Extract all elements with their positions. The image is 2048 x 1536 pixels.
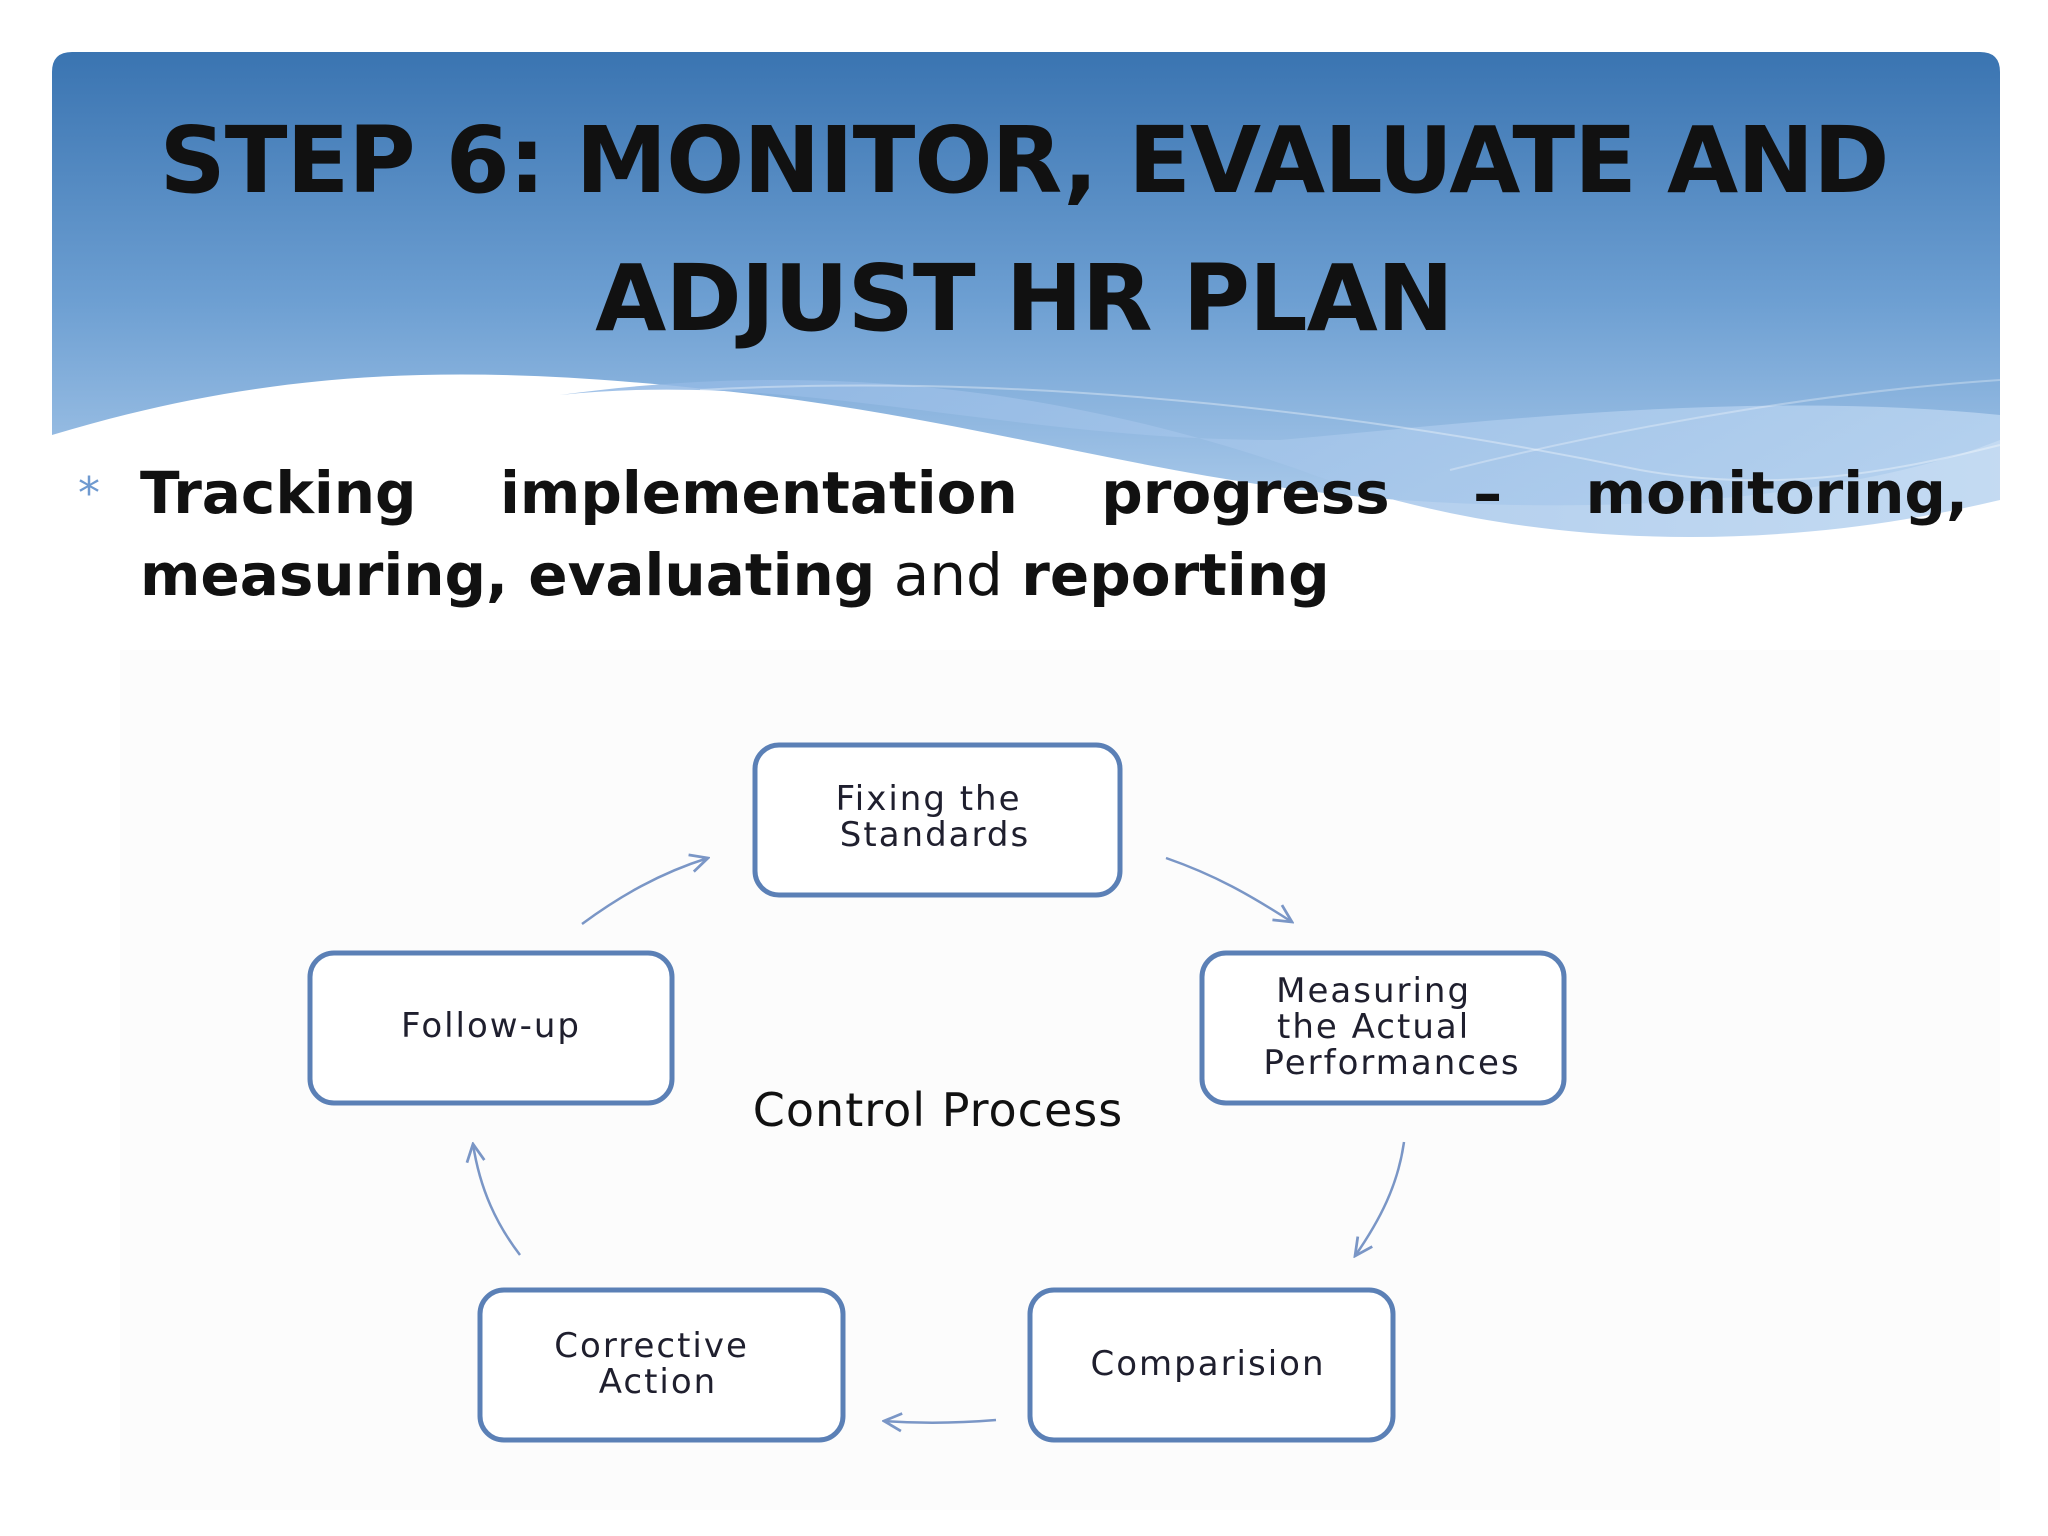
arrow-measuring-to-comparision (1355, 1142, 1404, 1256)
arrow-corrective-to-follow-up (473, 1144, 520, 1255)
box-fixing-line-1: Fixing the (835, 779, 1022, 819)
svg-text:Comparision (1090, 1344, 1325, 1384)
box-measuring-actual-performances (1202, 953, 1564, 1103)
arrow-comparision-to-corrective (884, 1420, 996, 1423)
slide-title-line-1: STEP 6: MONITOR, EVALUATE AND (159, 107, 1889, 214)
box-follow-up-line-1: Follow-up (400, 1006, 582, 1046)
box-comparision-line-1: Comparision (1090, 1344, 1326, 1384)
box-corrective-action (480, 1290, 843, 1440)
arrow-follow-up-to-fixing (582, 858, 708, 924)
slide-title-line-2: ADJUST HR PLAN (595, 245, 1453, 352)
svg-text:Follow-up (401, 1006, 581, 1046)
bullet-text-bold-part: Tracking implementation progress – monitoring, measuring, evaluating (140, 459, 1968, 609)
svg-text:Measuring the Actual (1263, 971, 1520, 1083)
box-measuring-line-2: the Actual (1277, 1007, 1471, 1047)
bullet-text-bold-end: reporting (1021, 541, 1330, 609)
box-follow-up (310, 953, 672, 1103)
box-corrective-line-2: Action (598, 1362, 718, 1402)
box-fixing-line-2: Standards (839, 815, 1031, 855)
asterisk-bullet-icon: * (78, 468, 100, 519)
box-corrective-line-1: Corrective (554, 1326, 749, 1366)
diagram-center-label: Control Process (752, 1083, 1124, 1137)
arrow-fixing-to-measuring (1166, 858, 1292, 922)
box-fixing-the-standards (755, 745, 1120, 895)
box-measuring-line-3: Performances (1263, 1043, 1521, 1083)
bullet-text-regular-part: and (875, 541, 1022, 609)
svg-text:Fixing the Standards (836, 779, 1035, 855)
box-comparision (1030, 1290, 1393, 1440)
box-measuring-line-1: Measuring (1276, 971, 1472, 1011)
